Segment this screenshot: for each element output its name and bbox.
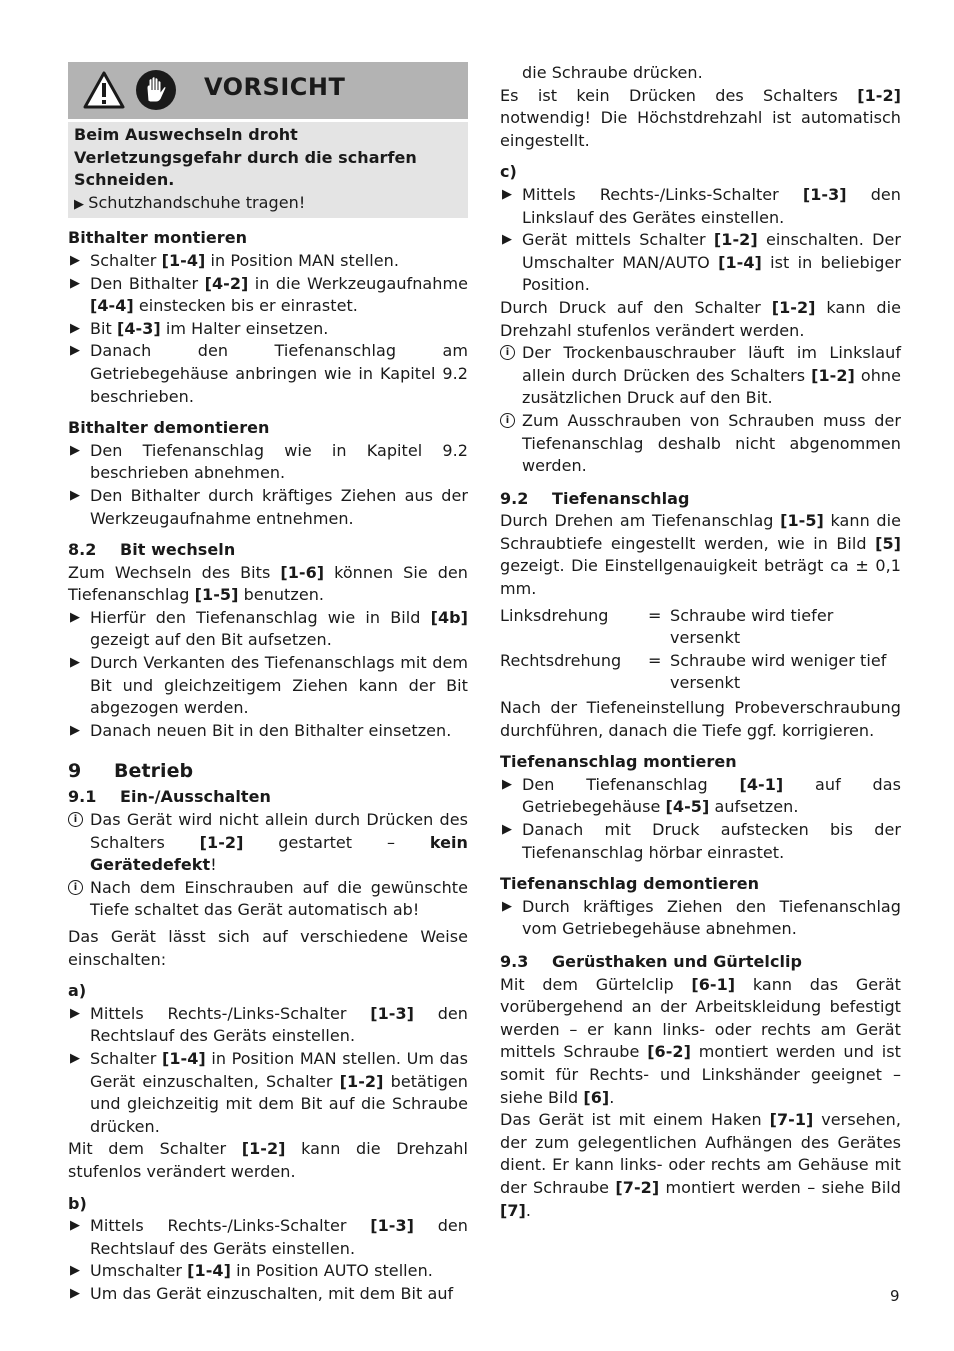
paragraph: Das Gerät lässt sich auf verschiedene Weise einschalten: — [68, 927, 468, 969]
section-heading-8-2: 8.2 Bit wechseln — [68, 540, 236, 560]
info-icon: i — [68, 880, 83, 895]
bullet-arrow-icon: ▶ — [502, 898, 513, 914]
bullet-arrow-icon: ▶ — [70, 442, 81, 458]
warning-box — [68, 62, 468, 218]
list-item: ▶ Hierfür den Tiefenanschlag wie in Bild [4b] gezeigt auf den Bit aufsetzen. — [70, 607, 468, 650]
info-note: i Das Gerät wird nicht allein durch Drücken des Schalters [1-2] gestartet – kein Gerätedefekt! — [68, 809, 468, 877]
list-item: ▶ Danach mit Druck aufstecken bis der Tiefenanschlag hörbar einrastet. — [502, 820, 901, 862]
list-c — [500, 184, 901, 297]
label-b: b) — [68, 1193, 87, 1213]
list-item: ▶ Mittels Rechts-/Links-Schalter [1-3] den Rechtslauf des Geräts einstellen. — [70, 1216, 468, 1258]
bullet-arrow-icon: ▶ — [70, 722, 81, 738]
chapter-heading-9: 9 Betrieb — [68, 760, 194, 783]
info-note: i Zum Ausschrauben von Schrauben muss der Tiefenanschlag deshalb nicht abgenommen werden. — [500, 410, 901, 478]
info-icon: i — [68, 812, 83, 827]
list-item: ▶ Mittels Rechts-/Links-Schalter [1-3] den Linkslauf des Gerätes einstellen. — [502, 184, 901, 227]
bullet-arrow-icon: ▶ — [70, 487, 81, 503]
bullet-arrow-icon: ▶ — [502, 822, 513, 837]
section-heading-9-2: 9.2 Tiefenanschlag — [500, 488, 690, 508]
list-item: ▶ Den Bithalter [4-2] in die Werkzeugaufnahme [4-4] einstecken bis er einrastet. — [70, 273, 468, 316]
paragraph: Durch Druck auf den Schalter [1-2] kann die Drehzahl stufenlos verändert werden. — [500, 297, 901, 340]
warning-action-text: Schutzhandschuhe tragen! — [88, 192, 306, 212]
info-note: i Der Trockenbauschrauber läuft im Linkslauf allein durch Drücken des Schalters [1-2] ohne zusätzlichen Druck auf den Bit. — [500, 342, 901, 410]
paragraph: Mit dem Gürtelclip [6-1] kann das Gerät vorübergehend an der Arbeitskleidung befestigt werden – er kann links- oder rechts am Gerät mittels Schraube [6-2] montiert werden und ist somit für Rechts- und Linkshänder geeignet – siehe Bild [6]. — [500, 974, 901, 1107]
heading-tiefenanschlag-montieren: Tiefenanschlag montieren — [500, 752, 737, 772]
bullet-arrow-icon: ▶ — [70, 655, 81, 671]
warning-text: Beim Auswechseln droht Verletzungsgefahr durch die scharfen Schneiden. — [74, 125, 417, 190]
paragraph: Mit dem Schalter [1-2] kann die Drehzahl stufenlos verändert werden. — [68, 1139, 468, 1181]
table-eq: = — [648, 650, 662, 670]
warning-header — [68, 62, 468, 122]
table-desc: Schraube wird tiefer versenkt — [670, 605, 834, 648]
list-item: ▶ Schalter [1-4] in Position MAN stellen. — [68, 250, 468, 273]
list-item: ▶ Danach den Tiefenanschlag am Getriebegehäuse anbringen wie in Kapitel 9.2 beschrieben. — [70, 341, 468, 406]
list-item: ▶ Umschalter [1-4] in Position AUTO stellen. — [68, 1260, 468, 1283]
bullet-arrow-icon: ▶ — [70, 252, 81, 268]
paragraph: Durch Drehen am Tiefenanschlag [1-5] kann die Schraubtiefe eingestellt werden, wie in Bild [5] gezeigt. Die Einstellgenauigkeit beträgt ca ± 0,1 mm. — [500, 511, 901, 599]
list-item: ▶ Durch kräftiges Ziehen den Tiefenanschlag vom Getriebegehäuse abnehmen. — [502, 896, 901, 939]
bullet-arrow-icon: ▶ — [70, 609, 81, 625]
info-icon: i — [500, 413, 515, 428]
paragraph: Nach der Tiefeneinstellung Probeverschraubung durchführen, danach die Tiefe ggf. korrigieren. — [500, 698, 901, 740]
bullet-arrow-icon: ▶ — [70, 343, 81, 359]
paragraph: Es ist kein Drücken des Schalters [1-2] notwendig! Die Höchstdrehzahl ist automatisch eingestellt. — [500, 85, 901, 150]
section-heading-9-1: 9.1 Ein-/Ausschalten — [68, 787, 271, 807]
bullet-arrow-icon: ▶ — [70, 1285, 81, 1301]
label-c: c) — [500, 162, 517, 182]
list-item: ▶ Den Tiefenanschlag [4-1] auf das Getriebegehäuse [4-5] aufsetzen. — [502, 774, 901, 817]
bullet-arrow-icon: ▶ — [502, 232, 513, 248]
list-item: ▶ Bit [4-3] im Halter einsetzen. — [68, 318, 468, 341]
list-item: ▶ Danach neuen Bit in den Bithalter einsetzen. — [68, 720, 468, 743]
bullet-arrow-icon: ▶ — [502, 776, 513, 792]
table-term: Linksdrehung — [500, 605, 609, 625]
label-a: a) — [68, 981, 87, 1001]
bullet-arrow-icon: ▶ — [74, 196, 89, 212]
list-item-continuation: die Schraube drücken. — [522, 63, 703, 82]
info-icon: i — [500, 345, 515, 360]
warning-title: VORSICHT — [204, 73, 346, 101]
list-item: ▶ Durch Verkanten des Tiefenanschlags mit dem Bit und gleichzeitigem Ziehen kann der Bit abgezogen werden. — [70, 653, 468, 718]
list-item: ▶ Schalter [1-4] in Position MAN stellen. Um das Gerät einzuschalten, Schalter [1-2] betätigen und gleichzeitig mit dem Bit auf die Schraube drücken. — [70, 1048, 468, 1136]
list-item: ▶ Gerät mittels Schalter [1-2] einschalten. Der Umschalter MAN/AUTO [1-4] ist in beliebiger Position. — [502, 230, 901, 295]
list-tiefenanschlag-montieren — [500, 774, 901, 864]
list-item: ▶ Um das Gerät einzuschalten, mit dem Bit auf — [68, 1283, 468, 1306]
list-bithalter-montieren — [68, 250, 468, 408]
list-a — [68, 1003, 468, 1139]
bullet-arrow-icon: ▶ — [70, 320, 81, 336]
left-column — [68, 62, 468, 1306]
list-tiefenanschlag-demontieren — [500, 896, 901, 941]
section-heading-9-3: 9.3 Gerüsthaken und Gürtelclip — [500, 951, 803, 971]
list-item: ▶ Den Bithalter durch kräftiges Ziehen aus der Werkzeugaufnahme entnehmen. — [70, 485, 468, 528]
paragraph: Das Gerät ist mit einem Haken [7-1] versehen, der zum gelegentlichen Aufhängen des Gerätes dient. Er kann links- oder rechts am Gehäuse mit der Schraube [7-2] montiert werden – siehe Bild [7]. — [500, 1110, 902, 1220]
bullet-arrow-icon: ▶ — [70, 1263, 81, 1279]
table-desc: Schraube wird weniger tief versenkt — [670, 650, 887, 693]
heading-bithalter-montieren: Bithalter montieren — [68, 228, 248, 248]
bullet-arrow-icon: ▶ — [70, 1005, 81, 1021]
list-item: ▶ Mittels Rechts-/Links-Schalter [1-3] den Rechtslauf des Geräts einstellen. — [70, 1003, 468, 1046]
list-item: ▶ Den Tiefenanschlag wie in Kapitel 9.2 beschrieben abnehmen. — [70, 440, 468, 483]
gloves-icon — [134, 68, 178, 112]
right-column — [500, 62, 901, 1222]
heading-tiefenanschlag-demontieren: Tiefenanschlag demontieren — [500, 874, 760, 894]
bullet-arrow-icon: ▶ — [70, 275, 81, 291]
page-number: 9 — [890, 1287, 900, 1305]
bullet-arrow-icon: ▶ — [502, 186, 513, 202]
info-note: i Nach dem Einschrauben auf die gewünschte Tiefe schaltet das Gerät automatisch ab! — [68, 877, 468, 922]
warning-action — [74, 192, 462, 217]
paragraph: Zum Wechseln des Bits [1-6] können Sie den Tiefenanschlag [1-5] benutzen. — [68, 562, 468, 605]
table-eq: = — [648, 605, 662, 625]
bullet-arrow-icon: ▶ — [70, 1218, 81, 1234]
list-bithalter-demontieren — [68, 440, 468, 530]
table-term: Rechtsdrehung — [500, 650, 622, 670]
bullet-arrow-icon: ▶ — [70, 1050, 81, 1066]
rotation-table — [500, 605, 901, 695]
warning-body — [68, 122, 468, 218]
heading-bithalter-demontieren: Bithalter demontieren — [68, 418, 270, 438]
warning-triangle-icon — [82, 70, 126, 110]
list-bit-wechseln — [68, 607, 468, 743]
list-b — [68, 1215, 468, 1305]
